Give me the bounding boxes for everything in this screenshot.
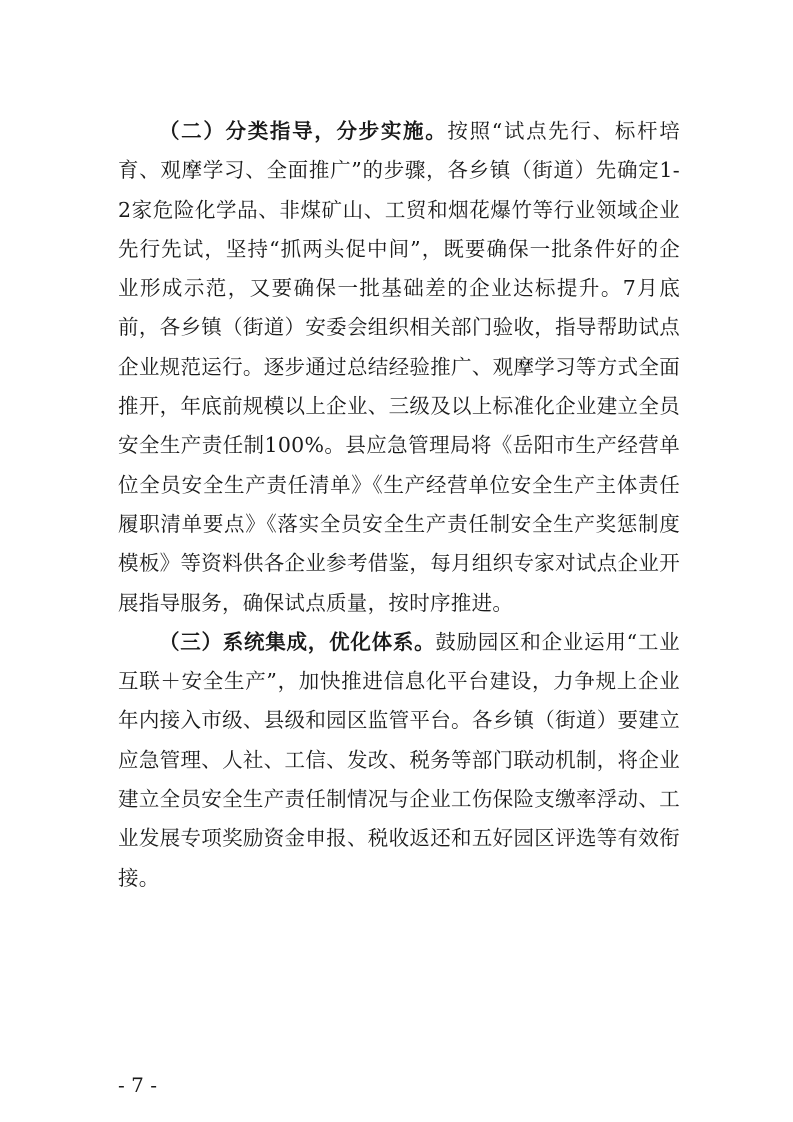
paragraph-section-2 <box>118 112 680 623</box>
section-3-heading: （三）系统集成，优化体系。 <box>159 629 436 654</box>
section-3-text: 鼓励园区和企业运用“工业互联＋安全生产”，加快推进信息化平台建设，力争规上企业年内接入市级、县级和园区监管平台。各乡镇（街道）要建立应急管理、人社、工信、发改、税务等部门联动机制，将企业建立全员安全生产责任制情况与企业工伤保险支缴率浮动、工业发展专项奖励资金申报、税收返还和五好园区评选等有效衔接。 <box>118 629 680 890</box>
paragraph-section-3 <box>118 623 680 898</box>
section-2-text: 按照“试点先行、标杆培育、观摩学习、全面推广”的步骤，各乡镇（街道）先确定1-2家危险化学品、非煤矿山、工贸和烟花爆竹等行业领域企业先行先试，坚持“抓两头促中间”，既要确保一批条件好的企业形成示范，又要确保一批基础差的企业达标提升。7月底前，各乡镇（街道）安委会组织相关部门验收，指导帮助试点企业规范运行。逐步通过总结经验推广、观摩学习等方式全面推开，年底前规模以上企业、三级及以上标准化企业建立全员安全生产责任制100%。县应急管理局将《岳阳市生产经营单位全员安全生产责任清单》《生产经营单位安全生产主体责任履职清单要点》《落实全员安全生产责任制安全生产奖惩制度模板》等资料供各企业参考借鉴，每月组织专家对试点企业开展指导服务，确保试点质量，按时序推进。 <box>118 119 681 615</box>
section-2-heading: （二）分类指导，分步实施。 <box>159 119 448 143</box>
document-body <box>118 112 680 898</box>
page-number: - 7 - <box>118 1073 157 1097</box>
